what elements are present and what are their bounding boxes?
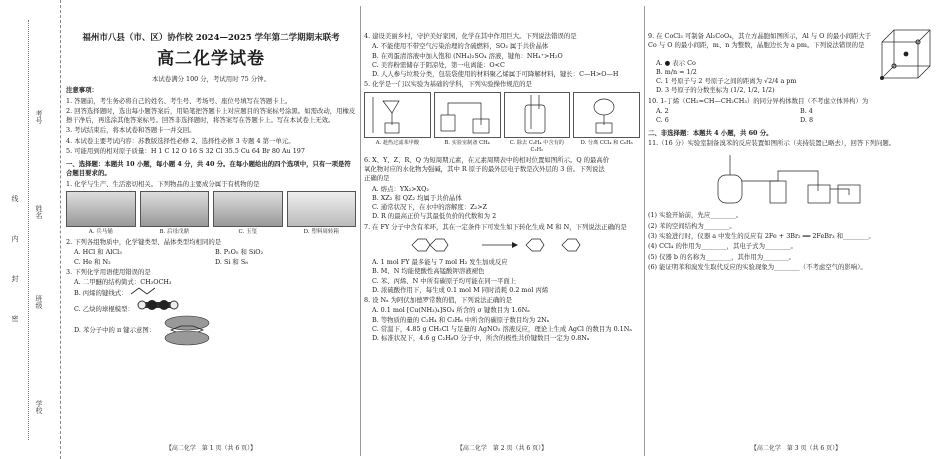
exam-title: 高二化学试卷 (157, 49, 265, 70)
caption: D. 分离 CCl₄ 和 C₆H₆ (580, 139, 633, 146)
sub-question: (1) 实验开始前，先应________。 (648, 211, 743, 220)
notice-item: 3. 考试结束后，将本试卷和答题卡一并交回。 (66, 126, 196, 135)
sub-question: (4) CCl₄ 的作用为________，其电子式为________。 (648, 242, 797, 251)
question-1-images (66, 191, 356, 227)
ethyne-ball-stick-icon (136, 299, 180, 311)
page-footer: 【高二化学 第 2 页（共 6 页）】 (456, 445, 548, 453)
sub-question: (5) 仪器 b 的名称为________，其作用为________。 (648, 252, 796, 261)
option: C. 乙炔的球棍模型： (66, 299, 356, 314)
gas-washing-apparatus (504, 92, 571, 138)
notice-item: 1. 答题前，考生务必将自己的姓名、考生号、考场号、座位号填写在答题卡上。 (66, 96, 292, 105)
option: A. 不能使用不带空气污染治理的含硫燃料，SO₂ 属于共价晶体 (372, 42, 549, 51)
option: B. m/n = 1/2 (656, 67, 697, 76)
seal-mark: 内 (11, 235, 19, 242)
notice-item: 2. 回答选择题时，选出每小题答案后，用铅笔把答题卡上对应题目的答案标号涂黑。如需改动，用橡皮擦干净后，再选涂其他答案标号。回答非选择题时，将答案写在答题卡上。写在本试卷上无效。 (66, 106, 356, 125)
question-5-captions (364, 140, 640, 155)
section-2-heading: 二、非选择题：本题共 4 小题，共 60 分。 (648, 128, 773, 137)
option: A. 熔点：YX₂>XQ₂ (372, 184, 429, 193)
school-label: 学校 (35, 400, 43, 414)
question-3: 3. 下列化学用语使用错误的是 (66, 267, 151, 276)
filtration-apparatus (364, 92, 431, 138)
option: D. Si 和 S₈ (215, 257, 248, 266)
notice-title: 注意事项： (66, 86, 98, 95)
option: A. 0.1 mol [Cu(NH₃)₄]SO₄ 所含的 σ 键数目为 1.6Nₐ (372, 306, 530, 315)
option: B. XZ₂ 和 QZ₂ 均属于共价晶体 (372, 193, 462, 202)
option: D. R 的最高正价与其最低负价的代数和为 2 (372, 212, 497, 221)
question-1: 1. 化学与生产、生活密切相关。下列物品的主要成分属于有机物的是 (66, 179, 260, 188)
exam-header: 福州市八县（市、区）协作校 2024—2025 学年第二学期期末联考 (82, 33, 340, 43)
caption: C. 玉玺 (238, 229, 257, 236)
name-label: 姓名 (35, 205, 43, 219)
propene-skeletal-icon (130, 287, 156, 295)
option: B. 丙烯的键线式： (66, 287, 356, 298)
seal-mark: 线 (11, 195, 19, 202)
option: A. 1 mol FY 最多能与 7 mol H₂ 发生加成反应 (372, 258, 508, 266)
question-8: 8. 设 Nₐ 为阿伏加德罗常数的值，下列说法正确的是 (364, 296, 513, 305)
question-1-captions (66, 229, 356, 237)
binding-margin (0, 0, 61, 459)
option: C. 常温下，4.85 g CH₃Cl 与足量的 AgNO₃ 溶液反应，理论上生成 AgCl 的数目为 0.1Nₐ (372, 324, 632, 333)
caption: B. 实验室制备 CH₄ (444, 139, 490, 146)
page-3 (648, 4, 944, 456)
question-10-options (648, 107, 944, 126)
seal-mark: 密 (11, 315, 19, 322)
separation-apparatus (573, 92, 640, 138)
option: B. 在鸡蛋清溶液中加入饱和 (NH₄)₂SO₄ 溶液，键角：NH₄⁺>H₂O (372, 51, 563, 60)
sub-question: (2) 苯的空间结构为________。 (648, 221, 736, 230)
option: D. 浓硫酸作用下，每生成 0.1 mol M 同时消耗 0.2 mol 丙烯 (372, 285, 549, 294)
sub-question: (3) 实验进行时，仪器 a 中发生的反应有 2Fe + 3Br₂ ══ 2FeBr₃ 和________。 (648, 231, 875, 240)
question-2-options (66, 248, 356, 267)
benzene-pi-bond-icon (157, 314, 217, 346)
crystal-cell-diagram (876, 26, 936, 84)
plastic-crate-image (287, 191, 357, 227)
jade-seal-image (213, 191, 283, 227)
caption: C. 除去 C₂H₄ 中含有的 C₂H₂ (509, 139, 564, 154)
question-5-apparatus (364, 92, 640, 138)
option: C. 美容粉需储存于阴凉处，第一电离能：O<C (372, 60, 505, 69)
caption: D. 塑料周转箱 (303, 229, 339, 236)
option: D. 人人参与垃圾分类，包装袋使用的材料聚乙烯属于可降解材料，键长：C—H>O—H (372, 70, 619, 79)
page-footer: 【高二化学 第 3 页（共 6 页）】 (750, 445, 842, 453)
option: B. P₂O₅ 和 SiO₂ (215, 248, 264, 257)
column-divider (360, 6, 361, 456)
page-footer: 【高二化学 第 1 页（共 6 页）】 (165, 445, 257, 453)
question-4: 4. 建设美丽乡村，守护美好家园，化学在其中作用巨大。下列说法错误的是 (364, 32, 577, 40)
bronze-ding-image (140, 191, 210, 227)
section-1-heading: 一、选择题：本题共 10 小题，每小题 4 分，共 40 分。在每小题给出的四个选项中，只有一项是符合题目要求的。 (66, 160, 351, 178)
question-6: 6. X、Y、Z、R、Q 为短周期元素，在元素周期表中的相对位置如图所示。Q 的最高价氧化物对应的水化物为强碱，其中 R 原子的最外层电子数是次外层的 3 倍。下列说法正确的是 (364, 155, 610, 183)
column-divider (644, 6, 645, 456)
option: D. 8 (800, 116, 814, 125)
reaction-scheme (364, 234, 640, 256)
class-label: 班级 (35, 295, 43, 309)
notice-item: 5. 可能用到的相对原子质量：H 1 C 12 O 16 S 32 Cl 35.5 Cu 64 Br 80 Au 197 (66, 146, 305, 155)
notice-item: 4. 本试卷主要考试内容：苏教版选择性必修 2、选择性必修 3 专题 4 第一单元。 (66, 136, 295, 145)
seal-mark: 封 (11, 275, 19, 282)
option: D. 3 号原子的分数坐标为 (1/2, 1/2, 1/2) (656, 86, 775, 95)
caption: A. 趁热过滤苯甲酸 (375, 139, 420, 146)
question-2: 2. 下列各组物质中，化学键类型、晶体类型均相同的是 (66, 238, 222, 247)
option: C. 通常状况下，在水中的溶解度：Z₂>Z (372, 203, 487, 212)
question-11: 11.（16 分）实验室制备溴苯的反应装置如图所示（夹持装置已略去），回答下列问题。 (648, 138, 896, 147)
option: D. 标准状况下，4.6 g C₂H₆O 分子中，所含的极性共价键数目一定为 0.8Nₐ (372, 334, 590, 343)
page-1 (66, 4, 356, 456)
option: B. 等物质的量的 C₂H₄ 和 C₃H₆ 中所含的碳原子数目均为 2Nₐ (372, 315, 550, 324)
option: A. 2 (656, 106, 669, 115)
page-2 (364, 4, 640, 456)
option: B. 4 (800, 106, 813, 115)
option: C. He 和 N₂ (74, 257, 111, 266)
ch4-preparation-apparatus (434, 92, 501, 138)
exam-meta: 本试卷满分 100 分，考试用时 75 分钟。 (152, 74, 270, 83)
question-7: 7. 在 FY 分子中含有苯环，其在一定条件下可发生如下转化生成 M 和 N，下列说法正确的是 (364, 222, 627, 231)
option: C. 苯、丙烯、N 中所有碳原子均可能在同一平面上 (372, 276, 517, 285)
caption: A. 兵马俑 (88, 229, 113, 236)
option: A. 二甲醚的结构简式：CH₃OCH₃ (74, 278, 172, 287)
terracotta-image (66, 191, 136, 227)
question-9: 9. 在 CoCl₃ 可制备 Al₂CoO₄，其立方晶胞如图所示，Al 与 O 的最小间距大于 Co 与 O 的最小间距，m、n 为整数，晶胞边长为 a pm。下列说法错误的是 (648, 32, 872, 50)
bromobenzene-apparatus (708, 151, 878, 205)
option: B. M、N 均能使酸性高锰酸钾溶液褪色 (372, 267, 485, 276)
caption: B. 后母戊鼎 (159, 229, 190, 236)
option: A. HCl 和 AlCl₃ (74, 248, 122, 257)
exam-number-label: 考号 (35, 110, 43, 124)
binding-seal-line (28, 20, 29, 440)
option: D. 苯分子中的 π 键示意图： (66, 314, 356, 346)
option: A. ● 表示 Co (656, 58, 696, 67)
question-10: 10. 1-丁烯（CH₂=CH—CH₂CH₃）的同分异构体数目（不考虑立体异构）为 (648, 96, 869, 105)
option: C. 6 (656, 116, 669, 125)
option: C. 1 号原子与 2 号原子之间的距离为 √2/4 a pm (656, 77, 797, 86)
question-5: 5. 化学是一门以实验为基础的学科，下列实验操作规范的是 (364, 80, 532, 89)
sub-question: (6) 能证明苯和溴发生取代反应的实验现象为________（不考虑空气的影响）。 (648, 262, 867, 271)
